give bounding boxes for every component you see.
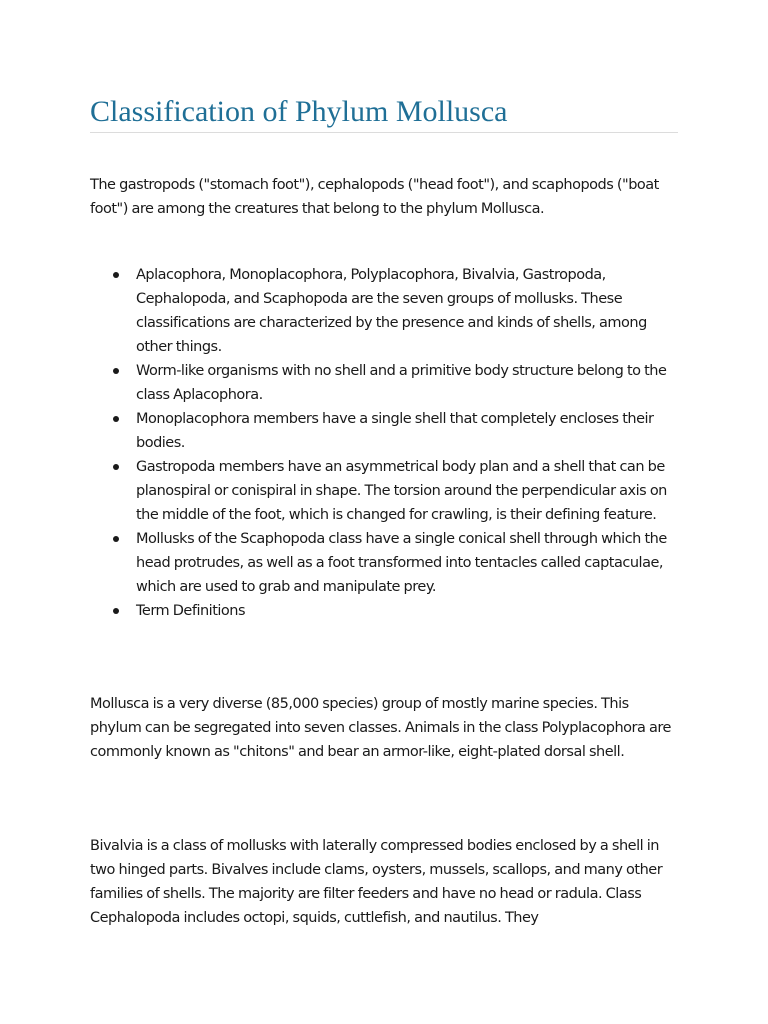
list-item-text: Mollusks of the Scaphopoda class have a single conical shell through which the head protrudes, as well as a foot transformed into tentacles called captaculae, which are used to grab and manipulate prey. <box>136 531 667 595</box>
bullet-icon <box>113 536 119 542</box>
classification-bullet-list <box>136 263 681 623</box>
page-title: Classification of Phylum Mollusca <box>90 95 508 128</box>
intro-paragraph: The gastropods ("stomach foot"), cephalopods ("head foot"), and scaphopods ("boat foot") are among the creatures that belong to the phylum Mollusca. <box>90 177 659 217</box>
mollusca-paragraph: Mollusca is a very diverse (85,000 species) group of mostly marine species. This phylum can be segregated into seven classes. Animals in the class Polyplacophora are commonly known as "chitons" and bear an armor-like, eight-plated dorsal shell. <box>90 696 671 760</box>
bullet-icon <box>113 416 119 422</box>
bullet-icon <box>113 464 119 470</box>
list-item-text: Term Definitions <box>136 603 246 619</box>
list-item-text: Worm-like organisms with no shell and a primitive body structure belong to the class Aplacophora. <box>136 363 667 403</box>
list-item <box>136 455 681 527</box>
list-item <box>136 263 681 359</box>
list-item-text: Aplacophora, Monoplacophora, Polyplacophora, Bivalvia, Gastropoda, Cephalopoda, and Scaphopoda are the seven groups of mollusks. These classifications are characterized by the presence and kinds of shells, among other things. <box>136 267 647 355</box>
bullet-icon <box>113 608 119 614</box>
list-item <box>136 599 681 623</box>
bullet-icon <box>113 272 119 278</box>
bivalvia-paragraph: Bivalvia is a class of mollusks with laterally compressed bodies enclosed by a shell in two hinged parts. Bivalves include clams, oysters, mussels, scallops, and many other families of shells. The majority are filter feeders and have no head or radula. Class Cephalopoda includes octopi, squids, cuttlefish, and nautilus. They <box>90 838 663 926</box>
list-item <box>136 407 681 455</box>
bullet-icon <box>113 368 119 374</box>
list-item-text: Gastropoda members have an asymmetrical body plan and a shell that can be planospiral or conispiral in shape. The torsion around the perpendicular axis on the middle of the foot, which is changed for crawling, is their defining feature. <box>136 459 667 523</box>
list-item <box>136 527 681 599</box>
title-divider <box>90 132 678 133</box>
list-item <box>136 359 681 407</box>
list-item-text: Monoplacophora members have a single shell that completely encloses their bodies. <box>136 411 654 451</box>
